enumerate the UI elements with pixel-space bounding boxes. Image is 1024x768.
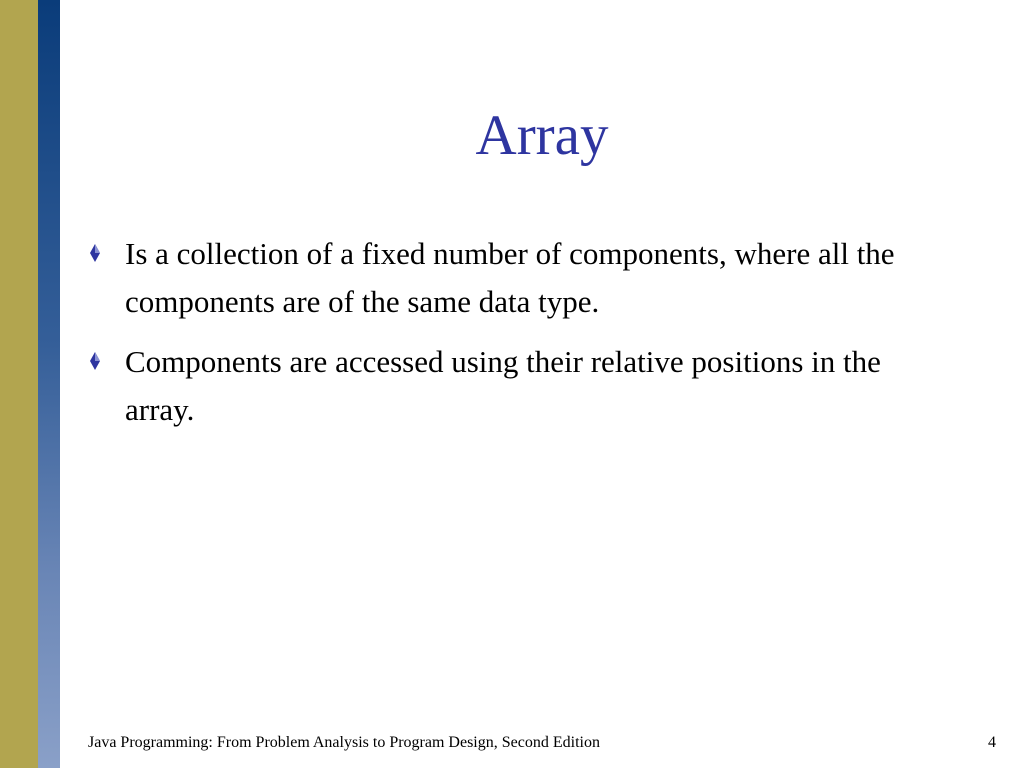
diamond-bullet-icon xyxy=(88,350,102,372)
side-bar-olive xyxy=(0,0,38,768)
footer-text: Java Programming: From Problem Analysis to Program Design, Second Edition xyxy=(88,734,600,751)
bullet-list xyxy=(88,230,918,446)
page-number: 4 xyxy=(988,734,996,751)
side-bar-blue-gradient xyxy=(38,0,60,768)
bullet-item xyxy=(88,230,918,326)
slide-title: Array xyxy=(475,104,609,167)
bullet-text: Is a collection of a fixed number of components, where all the components are of the same data type. xyxy=(125,236,895,319)
diamond-bullet-icon xyxy=(88,242,102,264)
bullet-item xyxy=(88,338,918,434)
bullet-text: Components are accessed using their relative positions in the array. xyxy=(125,344,881,427)
